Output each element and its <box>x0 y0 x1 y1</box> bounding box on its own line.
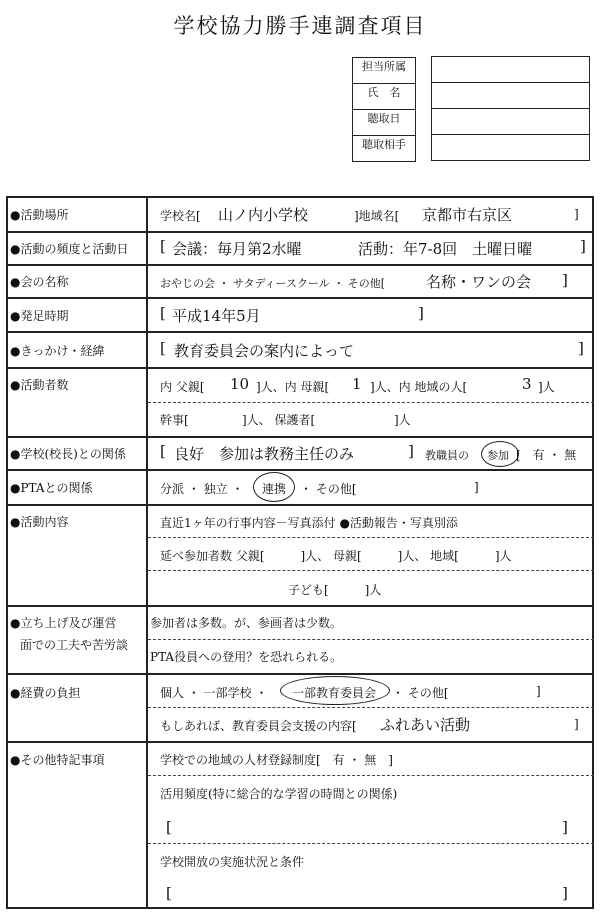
row-divider <box>6 504 594 506</box>
startup-line[interactable]: 参加者は多数。が、参画者は少数。 <box>150 616 343 630</box>
father-count[interactable]: 10 <box>230 375 250 393</box>
mother-count[interactable]: 1 <box>352 375 362 393</box>
label-cost: ●経費の負担 <box>10 686 81 700</box>
pta-circled: 連携 <box>262 482 287 496</box>
row-divider <box>6 741 594 743</box>
members-text: 内 父親[ <box>160 380 205 394</box>
cost-options: ・ その他[ <box>392 686 449 700</box>
local-count[interactable]: 3 <box>522 375 532 393</box>
row-divider <box>6 231 594 233</box>
area-value[interactable]: 京都市右京区 <box>422 206 513 224</box>
row-divider <box>6 605 594 607</box>
inner-divider <box>148 570 594 571</box>
cost-circled: 一部教育委員会 <box>292 686 377 700</box>
content-line: 直近1ヶ年の行事内容－写真添付 ●活動報告・写真別添 <box>160 516 458 530</box>
label-members: ●活動者数 <box>10 378 69 392</box>
inner-divider <box>148 537 594 538</box>
participation-options: [ 有 ・ 無 <box>516 448 577 462</box>
info-label: 担当所属 <box>352 57 416 84</box>
content-line: 子ども[ ]人 <box>288 583 382 597</box>
bracket-close: ] <box>562 271 568 289</box>
other-line: 学校開放の実施状況と条件 <box>160 855 305 869</box>
selection-circle <box>253 472 295 502</box>
inner-divider <box>148 639 594 640</box>
bracket-close: ] <box>574 717 579 731</box>
other-line: 学校での地域の人材登録制度[ 有 ・ 無 ] <box>160 753 393 767</box>
bracket-close: ] <box>574 207 579 221</box>
label-founded: ●発足時期 <box>10 309 69 323</box>
pta-options: ・ その他[ <box>300 482 357 496</box>
page-title: 学校協力勝手連調査項目 <box>173 14 427 38</box>
label-startup: 面での工夫や苦労談 <box>20 638 129 652</box>
label-school-relation: ●学校(校長)との関係 <box>10 447 126 461</box>
frequency-meeting[interactable]: 会議：毎月第2水曜 <box>172 240 302 258</box>
bracket-open: [ <box>160 304 166 322</box>
selection-circle <box>481 441 519 467</box>
bracket-close: ] <box>562 884 568 902</box>
label-other: ●その他特記事項 <box>10 753 105 767</box>
school-prefix: 学校名[ <box>160 209 201 223</box>
name-value[interactable]: 名称・ワンの会 <box>426 273 532 291</box>
bracket-close: ] <box>408 442 414 460</box>
label-pta: ●PTAとの関係 <box>10 481 93 495</box>
info-box <box>352 56 590 161</box>
info-value[interactable] <box>431 83 589 109</box>
school-value[interactable]: 山ノ内小学校 <box>218 206 309 224</box>
staff-text: 教職員の <box>425 449 469 462</box>
trigger-value[interactable]: 教育委員会の案内によって <box>174 342 355 360</box>
bracket-close: ] <box>578 339 584 357</box>
members-text: 幹事[ <box>160 413 189 427</box>
bracket-close: ] <box>536 684 541 698</box>
info-value[interactable] <box>431 109 589 135</box>
info-value[interactable] <box>431 57 589 83</box>
bracket-open: [ <box>160 442 166 460</box>
bracket-close: ] <box>580 237 586 255</box>
bracket-close: ] <box>418 304 424 322</box>
row-divider <box>6 297 594 299</box>
bracket-close: ] <box>474 480 479 494</box>
members-text: ]人、内 母親[ <box>256 380 330 394</box>
row-divider <box>6 264 594 266</box>
info-value[interactable] <box>431 135 589 161</box>
label-frequency: ●活動の頻度と活動日 <box>10 242 129 256</box>
cost-support-value[interactable]: ふれあい活動 <box>380 716 471 734</box>
label-trigger: ●きっかけ・経緯 <box>10 344 105 358</box>
area-prefix: ]地域名[ <box>354 209 400 223</box>
other-line: 活用頻度(特に総合的な学習の時間との関係) <box>160 787 398 801</box>
row-divider <box>6 436 594 438</box>
bracket-open: [ <box>166 818 172 836</box>
bracket-close: ] <box>562 818 568 836</box>
row-divider <box>6 469 594 471</box>
bracket-open: [ <box>160 237 166 255</box>
label-content: ●活動内容 <box>10 515 69 529</box>
members-text: ]人 <box>538 380 555 394</box>
info-label: 氏 名 <box>352 83 416 110</box>
participation-text: 参加 <box>487 449 509 462</box>
row-divider <box>6 331 594 333</box>
inner-divider <box>148 402 594 403</box>
members-text: ]人、 保護者[ <box>242 413 316 427</box>
members-text: ]人 <box>394 413 411 427</box>
cost-line: もしあれば、教育委員会支援の内容[ <box>160 719 357 733</box>
label-name: ●会の名称 <box>10 275 69 289</box>
row-divider <box>6 673 594 675</box>
inner-divider <box>148 775 594 776</box>
pta-options: 分派 ・ 独立 ・ <box>160 482 244 496</box>
startup-line[interactable]: PTA役員への登用？を恐れられる。 <box>150 650 343 664</box>
frequency-activity[interactable]: 活動：年7-8回 土曜日曜 <box>358 240 533 258</box>
info-label: 聴取相手 <box>352 135 416 162</box>
bracket-open: [ <box>166 884 172 902</box>
founded-value[interactable]: 平成14年5月 <box>172 307 261 325</box>
name-options: おやじの会 ・ サタディースクール ・ その他[ <box>160 277 386 290</box>
inner-divider <box>148 843 594 844</box>
row-divider <box>6 367 594 369</box>
school-relation-value[interactable]: 良好 参加は教務主任のみ <box>174 445 355 463</box>
label-startup: ●立ち上げ及び運営 <box>10 616 117 630</box>
cost-options: 個人 ・ 一部学校 ・ <box>160 686 268 700</box>
inner-divider <box>148 707 594 708</box>
label-place: ●活動場所 <box>10 208 69 222</box>
column-divider <box>146 196 148 909</box>
selection-circle <box>280 676 390 705</box>
info-label: 聴取日 <box>352 109 416 136</box>
content-line: 延べ参加者数 父親[ ]人、 母親[ ]人、 地域[ ]人 <box>160 549 512 563</box>
members-text: ]人、内 地域の人[ <box>370 380 468 394</box>
bracket-open: [ <box>160 339 166 357</box>
